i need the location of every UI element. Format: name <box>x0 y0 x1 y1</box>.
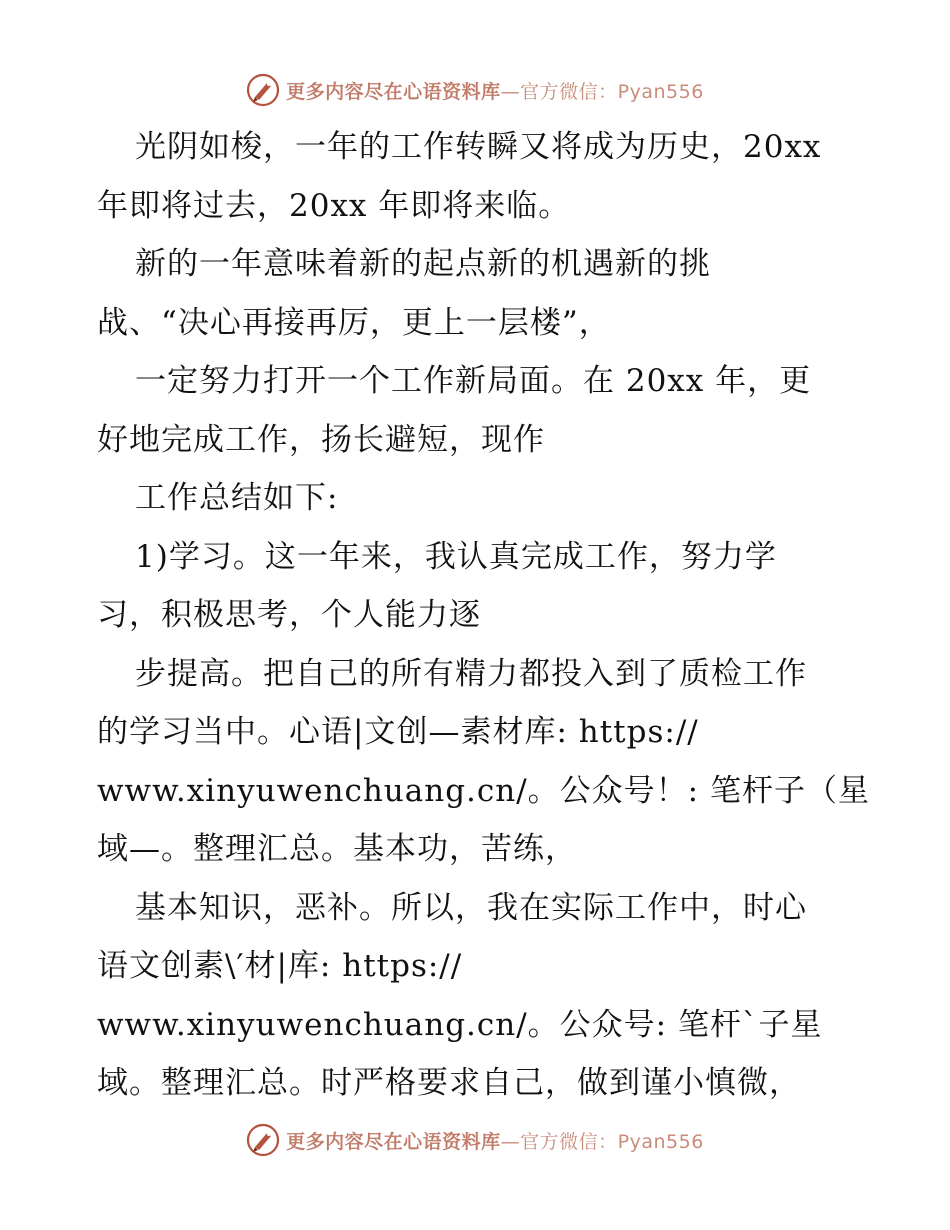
document-body <box>97 118 870 1113</box>
body-line-7: 工作总结如下: <box>135 480 339 516</box>
body-line-15: 语文创素\′材|库: https:// <box>97 948 463 984</box>
body-line-4: 战、“决心再接再厉，更上一层楼”， <box>97 304 611 341</box>
pen-quill-logo-icon <box>246 73 280 107</box>
footer-banner <box>0 1118 950 1162</box>
body-line-11: 的学习当中。心语|文创—素材库: https:// <box>97 714 699 750</box>
body-line-1: 光阴如梭，一年的工作转瞬又将成为历史，20xx <box>135 129 822 165</box>
header-banner-wechat: —官方微信：Pyan556 <box>500 80 704 103</box>
body-line-3: 新的一年意味着新的起点新的机遇新的挑 <box>135 246 711 282</box>
body-line-10: 步提高。把自己的所有精力都投入到了质检工作 <box>135 655 807 692</box>
body-line-17: 域。整理汇总。时严格要求自己，做到谨小慎微， <box>97 1065 801 1101</box>
body-line-5: 一定努力打开一个工作新局面。在 20xx 年，更 <box>135 363 812 399</box>
header-banner-text <box>286 77 704 104</box>
body-line-9: 习，积极思考，个人能力逐 <box>97 597 481 633</box>
header-banner <box>0 68 950 112</box>
body-line-12: www.xinyuwenchuang.cn/。公众号！: 笔杆子（星 <box>97 772 870 809</box>
footer-banner-wechat: —官方微信：Pyan556 <box>500 1130 704 1153</box>
header-banner-title: 更多内容尽在心语资料库 <box>286 80 501 103</box>
body-line-14: 基本知识，恶补。所以，我在实际工作中，时心 <box>135 889 807 926</box>
body-line-8: 1)学习。这一年来，我认真完成工作，努力学 <box>135 538 777 575</box>
pen-quill-logo-icon <box>246 1123 280 1157</box>
footer-banner-title: 更多内容尽在心语资料库 <box>286 1130 501 1153</box>
body-line-16: www.xinyuwenchuang.cn/。公众号: 笔杆`子星 <box>97 1006 823 1043</box>
body-line-2: 年即将过去，20xx 年即将来临。 <box>97 187 571 224</box>
body-line-13: 域—。整理汇总。基本功，苦练， <box>97 831 577 867</box>
body-line-6: 好地完成工作，扬长避短，现作 <box>97 421 545 458</box>
footer-banner-text <box>286 1127 704 1154</box>
